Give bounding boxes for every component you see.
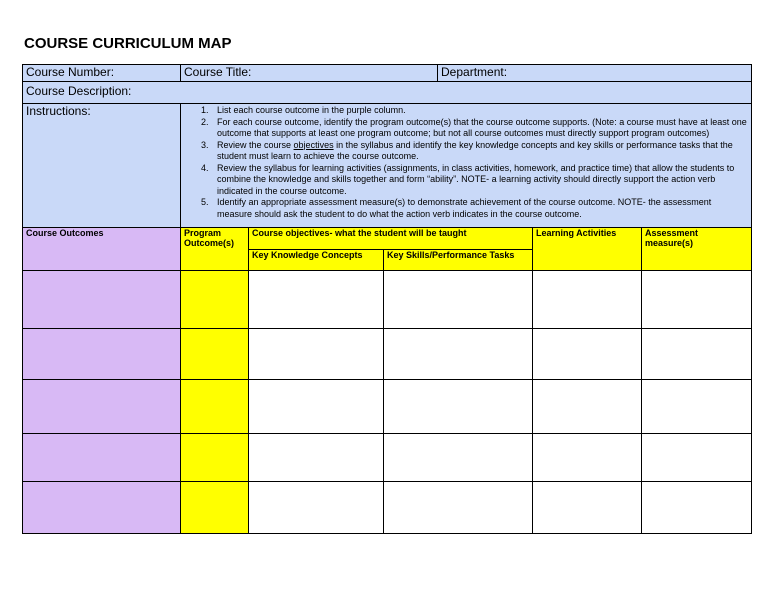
curriculum-map-table (22, 64, 752, 534)
department-cell[interactable] (438, 65, 752, 82)
key-skills-cell[interactable] (384, 271, 533, 329)
instruction-item: 1. List each course outcome in the purple column. (211, 105, 748, 117)
learning-activities-cell[interactable] (533, 329, 642, 380)
department-label: Department: (441, 65, 508, 79)
learning-activities-cell[interactable] (533, 482, 642, 534)
key-skills-cell[interactable] (384, 329, 533, 380)
table-row (23, 482, 752, 534)
instructions-label-cell (23, 104, 181, 228)
learning-activities-header (533, 228, 642, 271)
course-outcome-cell[interactable] (23, 482, 181, 534)
course-outcome-cell[interactable] (23, 271, 181, 329)
column-header-row-1 (23, 228, 752, 250)
instruction-text: in the syllabus and identify the key knowledge concepts and key skills or performance tasks that the student must learn to achieve the course outcome. (217, 139, 733, 161)
course-number-label: Course Number: (26, 65, 115, 79)
assessment-cell[interactable] (642, 434, 752, 482)
objectives-underlined: objectives (293, 139, 334, 150)
course-outcomes-header (23, 228, 181, 271)
key-knowledge-cell[interactable] (249, 434, 384, 482)
key-skills-cell[interactable] (384, 380, 533, 434)
instruction-item (211, 140, 748, 163)
key-knowledge-cell[interactable] (249, 380, 384, 434)
course-outcome-cell[interactable] (23, 329, 181, 380)
instructions-row (23, 104, 752, 228)
course-outcomes-label: Course Outcomes (26, 228, 104, 238)
key-knowledge-cell[interactable] (249, 271, 384, 329)
key-skills-cell[interactable] (384, 434, 533, 482)
key-skills-label: Key Skills/Performance Tasks (387, 250, 515, 260)
key-knowledge-cell[interactable] (249, 329, 384, 380)
learning-activities-label: Learning Activities (536, 228, 617, 238)
table-row (23, 380, 752, 434)
instructions-label: Instructions: (26, 104, 91, 118)
table-row (23, 329, 752, 380)
table-row (23, 271, 752, 329)
key-skills-cell[interactable] (384, 482, 533, 534)
instructions-list (184, 105, 748, 220)
learning-activities-cell[interactable] (533, 380, 642, 434)
key-knowledge-label: Key Knowledge Concepts (252, 250, 363, 260)
assessment-cell[interactable] (642, 329, 752, 380)
course-description-label: Course Description: (26, 84, 132, 98)
course-outcome-cell[interactable] (23, 380, 181, 434)
key-knowledge-cell[interactable] (249, 482, 384, 534)
instruction-item: 4. Review the syllabus for learning activities (assignments, in class activities, homework, and practice time) that allow the students to combine the knowledge and skills together and form “ability”. NOTE- a learning activity should directly support the action verb indicated in the course outcome. (211, 163, 748, 198)
assessment-cell[interactable] (642, 271, 752, 329)
key-skills-header (384, 250, 533, 271)
course-number-cell[interactable] (23, 65, 181, 82)
course-objectives-header (249, 228, 533, 250)
course-outcome-cell[interactable] (23, 434, 181, 482)
program-outcome-cell[interactable] (181, 329, 249, 380)
program-outcome-cell[interactable] (181, 434, 249, 482)
table-row (23, 434, 752, 482)
assessment-label: Assessment measure(s) (645, 228, 699, 248)
instruction-item: 5. Identify an appropriate assessment measure(s) to demonstrate achievement of the course outcome. NOTE- the assessment measure should ask the student to do what the action verb indicates in the course outcome. (211, 197, 748, 220)
assessment-header (642, 228, 752, 271)
course-title-label: Course Title: (184, 65, 252, 79)
key-knowledge-header (249, 250, 384, 271)
learning-activities-cell[interactable] (533, 271, 642, 329)
learning-activities-cell[interactable] (533, 434, 642, 482)
assessment-cell[interactable] (642, 380, 752, 434)
program-outcomes-label: Program Outcome(s) (184, 228, 235, 248)
assessment-cell[interactable] (642, 482, 752, 534)
course-title-cell[interactable] (181, 65, 438, 82)
course-description-cell[interactable] (23, 82, 752, 104)
program-outcome-cell[interactable] (181, 271, 249, 329)
course-objectives-label: Course objectives- what the student will be taught (252, 228, 467, 238)
program-outcomes-header (181, 228, 249, 271)
page-title: COURSE CURRICULUM MAP (24, 35, 232, 52)
course-description-row (23, 82, 752, 104)
program-outcome-cell[interactable] (181, 482, 249, 534)
instruction-item: 2. For each course outcome, identify the program outcome(s) that the course outcome supports. (Note: a course must have at least one outcome that supports at least one program outcome; but not all course outcomes must directly support program outcomes) (211, 117, 748, 140)
course-info-row (23, 65, 752, 82)
program-outcome-cell[interactable] (181, 380, 249, 434)
instructions-cell (181, 104, 752, 228)
instruction-text: Review the course (217, 139, 294, 150)
